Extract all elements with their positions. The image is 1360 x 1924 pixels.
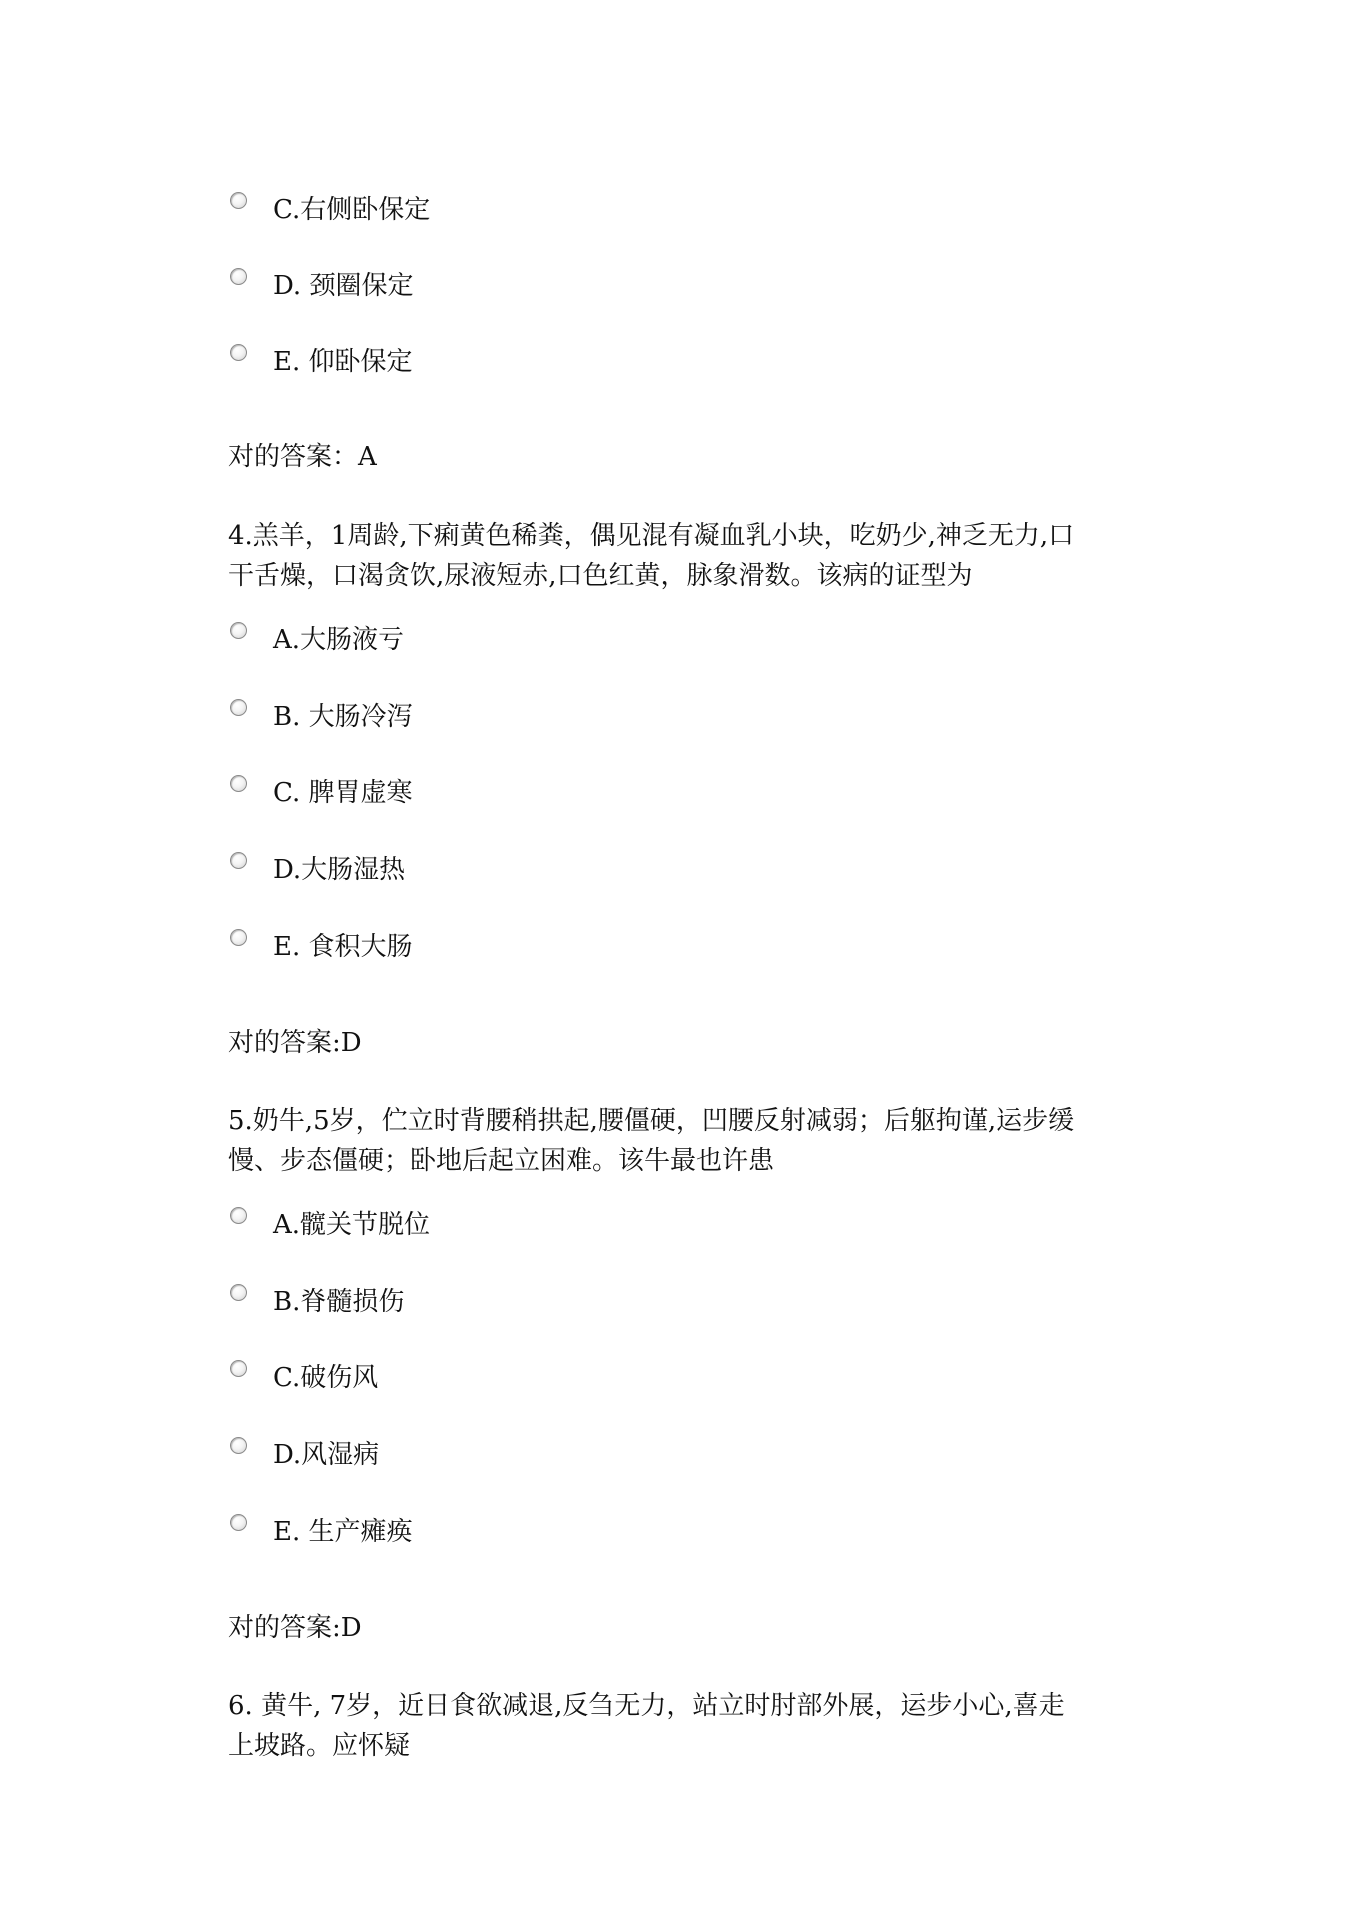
option-label: B. 大肠冷泻 bbox=[273, 702, 413, 732]
option-label: C.破伤风 bbox=[273, 1363, 379, 1393]
radio-button-icon[interactable] bbox=[230, 192, 247, 209]
radio-button-icon[interactable] bbox=[230, 852, 247, 869]
q6-stem-line2: 上坡路。应怀疑 bbox=[228, 1731, 411, 1761]
q4-stem-line2: 干舌燥，口渴贪饮,尿液短赤,口色红黄，脉象滑数。该病的证型为 bbox=[228, 561, 973, 591]
radio-button-icon[interactable] bbox=[230, 344, 247, 361]
option-label: E. 生产瘫痪 bbox=[273, 1517, 413, 1547]
option-label: D.风湿病 bbox=[273, 1440, 380, 1470]
q5-option-d[interactable] bbox=[230, 1435, 379, 1475]
radio-button-icon[interactable] bbox=[230, 1207, 247, 1224]
option-label: E. 仰卧保定 bbox=[273, 347, 413, 377]
option-label: E. 食积大肠 bbox=[273, 932, 413, 962]
q5-stem-line2: 慢、步态僵硬；卧地后起立困难。该牛最也许患 bbox=[228, 1146, 775, 1176]
q5-correct-answer: 对的答案:D bbox=[228, 1613, 362, 1643]
radio-button-icon[interactable] bbox=[230, 1284, 247, 1301]
q4-correct-answer: 对的答案:D bbox=[228, 1028, 362, 1058]
option-label: A.髋关节脱位 bbox=[273, 1210, 431, 1240]
q4-option-e[interactable] bbox=[230, 927, 413, 967]
q5-option-e[interactable] bbox=[230, 1512, 413, 1552]
q5-option-b[interactable] bbox=[230, 1282, 404, 1322]
q3-correct-answer: 对的答案：A bbox=[228, 442, 377, 472]
option-label: C.右侧卧保定 bbox=[273, 195, 431, 225]
q4-option-a[interactable] bbox=[230, 620, 404, 660]
q3-option-e[interactable] bbox=[230, 342, 413, 382]
q4-option-d[interactable] bbox=[230, 850, 405, 890]
radio-button-icon[interactable] bbox=[230, 699, 247, 716]
option-label: A.大肠液亏 bbox=[273, 625, 405, 655]
radio-button-icon[interactable] bbox=[230, 268, 247, 285]
radio-button-icon[interactable] bbox=[230, 1360, 247, 1377]
q4-stem-line1: 4.羔羊，1周龄,下痢黄色稀粪，偶见混有凝血乳小块，吃奶少,神乏无力,口 bbox=[228, 521, 1075, 551]
radio-button-icon[interactable] bbox=[230, 1437, 247, 1454]
q3-option-c[interactable] bbox=[230, 190, 430, 230]
radio-button-icon[interactable] bbox=[230, 622, 247, 639]
radio-button-icon[interactable] bbox=[230, 775, 247, 792]
q5-option-c[interactable] bbox=[230, 1358, 378, 1398]
q4-option-c[interactable] bbox=[230, 773, 413, 813]
option-label: C. 脾胃虚寒 bbox=[273, 778, 413, 808]
q6-stem-line1: 6. 黄牛, 7岁，近日食欲减退,反刍无力，站立时肘部外展，运步小心,喜走 bbox=[228, 1691, 1065, 1721]
q4-option-b[interactable] bbox=[230, 697, 413, 737]
option-label: D. 颈圈保定 bbox=[273, 271, 414, 301]
q5-stem-line1: 5.奶牛,5岁，伫立时背腰稍拱起,腰僵硬，凹腰反射减弱；后躯拘谨,运步缓 bbox=[228, 1106, 1075, 1136]
option-label: B.脊髓损伤 bbox=[273, 1287, 405, 1317]
radio-button-icon[interactable] bbox=[230, 1514, 247, 1531]
q5-option-a[interactable] bbox=[230, 1205, 430, 1245]
radio-button-icon[interactable] bbox=[230, 929, 247, 946]
option-label: D.大肠湿热 bbox=[273, 855, 406, 885]
q3-option-d[interactable] bbox=[230, 266, 413, 306]
